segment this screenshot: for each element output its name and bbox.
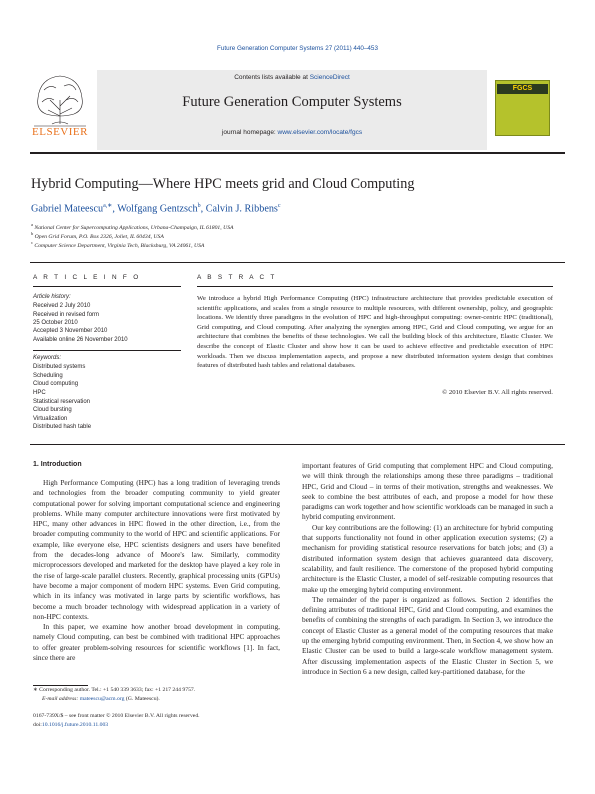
- section-rule: [30, 262, 565, 263]
- affiliation: [31, 222, 234, 231]
- footnote-rule: [33, 685, 88, 686]
- doi-prefix: doi:: [33, 722, 42, 728]
- left-column: [33, 478, 280, 663]
- abstract-end-rule: [30, 444, 565, 445]
- history-item: Available online 26 November 2010: [33, 337, 128, 343]
- author-mark: c: [277, 203, 281, 209]
- keyword: Virtualization: [33, 416, 68, 422]
- history-item: Received 2 July 2010: [33, 303, 91, 309]
- abstract-text: We introduce a hybrid High Performance Computing (HPC) infrastructure architecture that provides predictable execution of scientific applications, and scales from a single resource to multiple resources, with different ownership, policy, and geographic locations. We identify three paradigms in the evolution of HPC and high-throughput computing: owner-centric HPC (traditional), Grid computing, and Cloud computing. After analyzing the synergies among HPC, Grid and Cloud computing, we argue for an architecture that combines the benefits of these technologies. We call the building block of this architecture, Elastic Cluster. We describe the concept of Elastic Cluster and show how it can be used to achieve effective and predictable execution of HPC workloads. Then we discuss implementation aspects, and propose a new distributed information system design that combines features of distributed hash tables and relational databases.: [197, 295, 553, 370]
- keyword: Cloud bursting: [33, 407, 72, 413]
- body-paragraph: High Performance Computing (HPC) has a long tradition of leveraging trends and technologies from the broader computing community to yield greater computational power for solving important computational science and engineering problems. While many computer architecture innovations were first motivated by HPC, many other advances in HPC flowed in the other direction, i.e., from the broader computing community to the world of HPC and scientific applications. For example, like everyone else, HPC scientists designers and users have benefited from the decades-long advance of Moore's law. Similarly, commodity microprocessors developed and marketed for the desktop have played a key role in the rise of large-scale parallel clusters. Recently, graphical processing units (GPUs) have become a major component of modern HPC systems. Even Grid computing, which in its infancy was motivated in large parts by scientific workflows, has become a much broader technology with widespread application in a variety of non-HPC contexts.: [33, 478, 280, 621]
- issn-note: 0167-739X/$ – see front matter © 2010 Elsevier B.V. All rights reserved.: [33, 713, 200, 719]
- affiliation: [31, 240, 204, 249]
- article-info-heading: A R T I C L E I N F O: [33, 274, 141, 281]
- email-label: E-mail address:: [42, 696, 79, 702]
- history-item: Accepted 3 November 2010: [33, 328, 108, 334]
- header-rule: [30, 152, 565, 154]
- email-link[interactable]: mateescu@acm.org: [79, 696, 125, 702]
- journal-cover-title: FGCS: [512, 85, 533, 92]
- doi-link[interactable]: 10.1016/j.future.2010.11.003: [41, 722, 109, 728]
- author-name[interactable]: Calvin J. Ribbens: [205, 203, 278, 215]
- abstract-copyright: © 2010 Elsevier B.V. All rights reserved.: [442, 389, 553, 396]
- keywords-label: Keywords:: [33, 355, 62, 361]
- homepage-link[interactable]: www.elsevier.com/locate/fgcs: [277, 129, 363, 136]
- body-paragraph: The remainder of the paper is organized as follows. Section 2 identifies the defining attributes of traditional HPC, Grid and Cloud computing, and examines the benefits of combining the strengths of each paradigm. In Section 3, we introduce the concept of Elastic Cluster as a general model of the computing resources that make up the emerging hybrid computing environment. Then, in Section 4, we show how an Elastic Cluster can be used to build a large-scale workflow management system. After discussing implementation aspects of the Elastic Cluster in Section 5, we introduce in Section 6 a new design, called key-partitioned database, for the: [302, 594, 554, 676]
- homepage-prefix: journal homepage:: [221, 129, 278, 136]
- info-rule: [33, 286, 181, 287]
- affiliation-text: Open Grid Forum, P.O. Box 2326, Joliet, IL 60434, USA: [34, 233, 164, 240]
- author-mark: a,∗: [103, 203, 113, 209]
- body-paragraph: important features of Grid computing that complement HPC and Cloud computing, we will think through the relationships among these three paradigms – traditional HPC, Grid and Cloud – in terms of their motivation, strengths and weaknesses. We seek to combine the best attributes of each, and propose a model for how these paradigms can work together and how scientific workloads can be managed in such a hybrid computing environment.: [302, 461, 553, 522]
- contents-prefix: Contents lists available at: [234, 74, 310, 81]
- keyword: Distributed hash table: [33, 424, 92, 430]
- keywords-rule: [33, 350, 181, 351]
- abstract-rule: [197, 286, 553, 287]
- keyword: Cloud computing: [33, 381, 79, 387]
- author-list: Gabriel Mateescu$^{a,∗}$, Wolfgang Gentzsch$^b$, Calvin J. Ribbens$^c$: [31, 203, 281, 215]
- doi-note: [33, 722, 108, 728]
- corresponding-author-note: ∗ Corresponding author. Tel.: +1 540 339 3633; fax: +1 217 244 9757.: [33, 687, 196, 693]
- history-item: 25 October 2010: [33, 320, 78, 326]
- affiliation: [31, 231, 164, 240]
- abstract-heading: A B S T R A C T: [197, 274, 277, 281]
- keyword: Distributed systems: [33, 364, 86, 370]
- keyword: HPC: [33, 390, 46, 396]
- author-name[interactable]: Gabriel Mateescu: [31, 203, 104, 215]
- elsevier-wordmark: ELSEVIER: [32, 126, 88, 138]
- affiliation-mark: b: [31, 231, 34, 236]
- article-title: Hybrid Computing—Where HPC meets grid and Cloud Computing: [31, 176, 415, 192]
- keyword: Scheduling: [33, 373, 63, 379]
- email-note: [42, 696, 160, 702]
- email-suffix: (G. Mateescu).: [124, 696, 160, 702]
- affiliation-text: Computer Science Department, Virginia Tech, Blacksburg, VA 24061, USA: [34, 242, 205, 249]
- journal-reference[interactable]: Future Generation Computer Systems 27 (2011) 440–453: [217, 45, 378, 52]
- right-column: [302, 461, 553, 677]
- author-mark: b: [197, 203, 201, 209]
- keyword: Statistical reservation: [33, 399, 91, 405]
- body-paragraph: Our key contributions are the following: (1) an architecture for hybrid computing that supports functionality not found in other application execution systems; (2) a mechanism for providing statistical resource reservations for batch jobs; and (3) a distributed information system design that achieves guaranteed data discovery, scalability, and fault resilience. The cornerstone of the proposed hybrid computing architecture is the Elastic Cluster, a model of self-resizable computing resources that make up the emerging hybrid computing environment.: [302, 522, 553, 594]
- sciencedirect-link[interactable]: ScienceDirect: [309, 74, 350, 81]
- affiliation-text: National Center for Supercomputing Applications, Urbana-Champaign, IL 61801, USA: [34, 224, 234, 231]
- affiliation-mark: c: [31, 240, 33, 245]
- history-item: Received in revised form: [33, 312, 100, 318]
- contents-line: [97, 74, 487, 81]
- history-label: Article history:: [33, 294, 71, 300]
- homepage-line: [97, 129, 487, 136]
- affiliation-mark: a: [31, 222, 33, 227]
- author-name[interactable]: Wolfgang Gentzsch: [117, 203, 198, 215]
- journal-name: Future Generation Computer Systems: [182, 94, 402, 110]
- introduction-heading: 1. Introduction: [33, 461, 82, 468]
- body-paragraph: In this paper, we examine how another broad development in computing, namely Cloud computing, can best be combined with traditional HPC approaches to offer greater problem-solving resources for scientific workflows [1]. In fact, since there are: [33, 622, 280, 663]
